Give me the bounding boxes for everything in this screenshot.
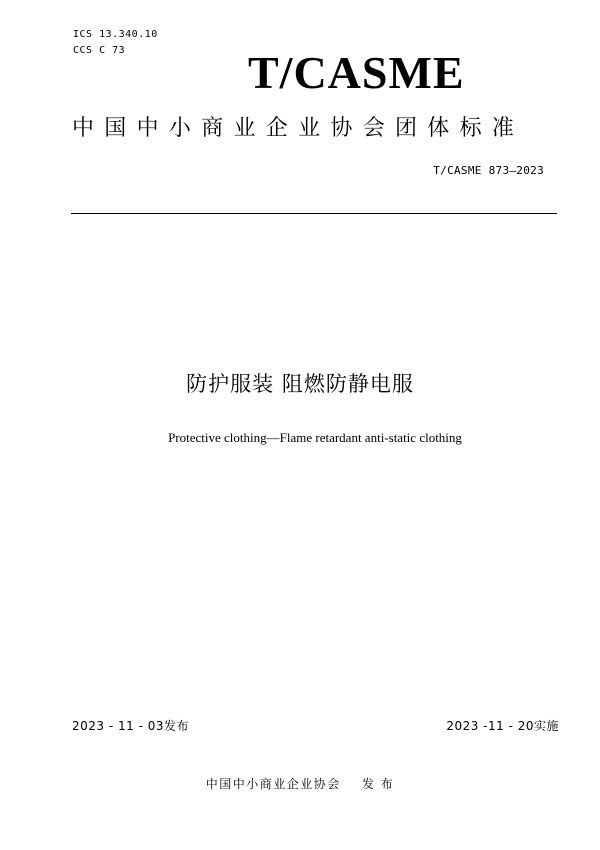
header-divider <box>71 213 557 214</box>
publish-date: 2023 - 11 - 03发布 <box>72 719 189 733</box>
organization-standard-title: 中国中小商业企业协会团体标准 <box>72 116 525 141</box>
standard-brand-logo: T/CASME <box>248 47 465 98</box>
implement-date: 2023 -11 - 20实施 <box>446 719 559 733</box>
document-title-chinese: 防护服装 阻燃防静电服 <box>186 372 414 396</box>
ccs-code: CCS C 73 <box>73 45 126 56</box>
standard-number: T/CASME 873—2023 <box>433 164 544 177</box>
publisher-line: 中国中小商业企业协会 发 布 <box>205 777 395 791</box>
ics-code: ICS 13.340.10 <box>73 29 158 40</box>
document-title-english: Protective clothing—Flame retardant anti-static clothing <box>168 430 462 445</box>
